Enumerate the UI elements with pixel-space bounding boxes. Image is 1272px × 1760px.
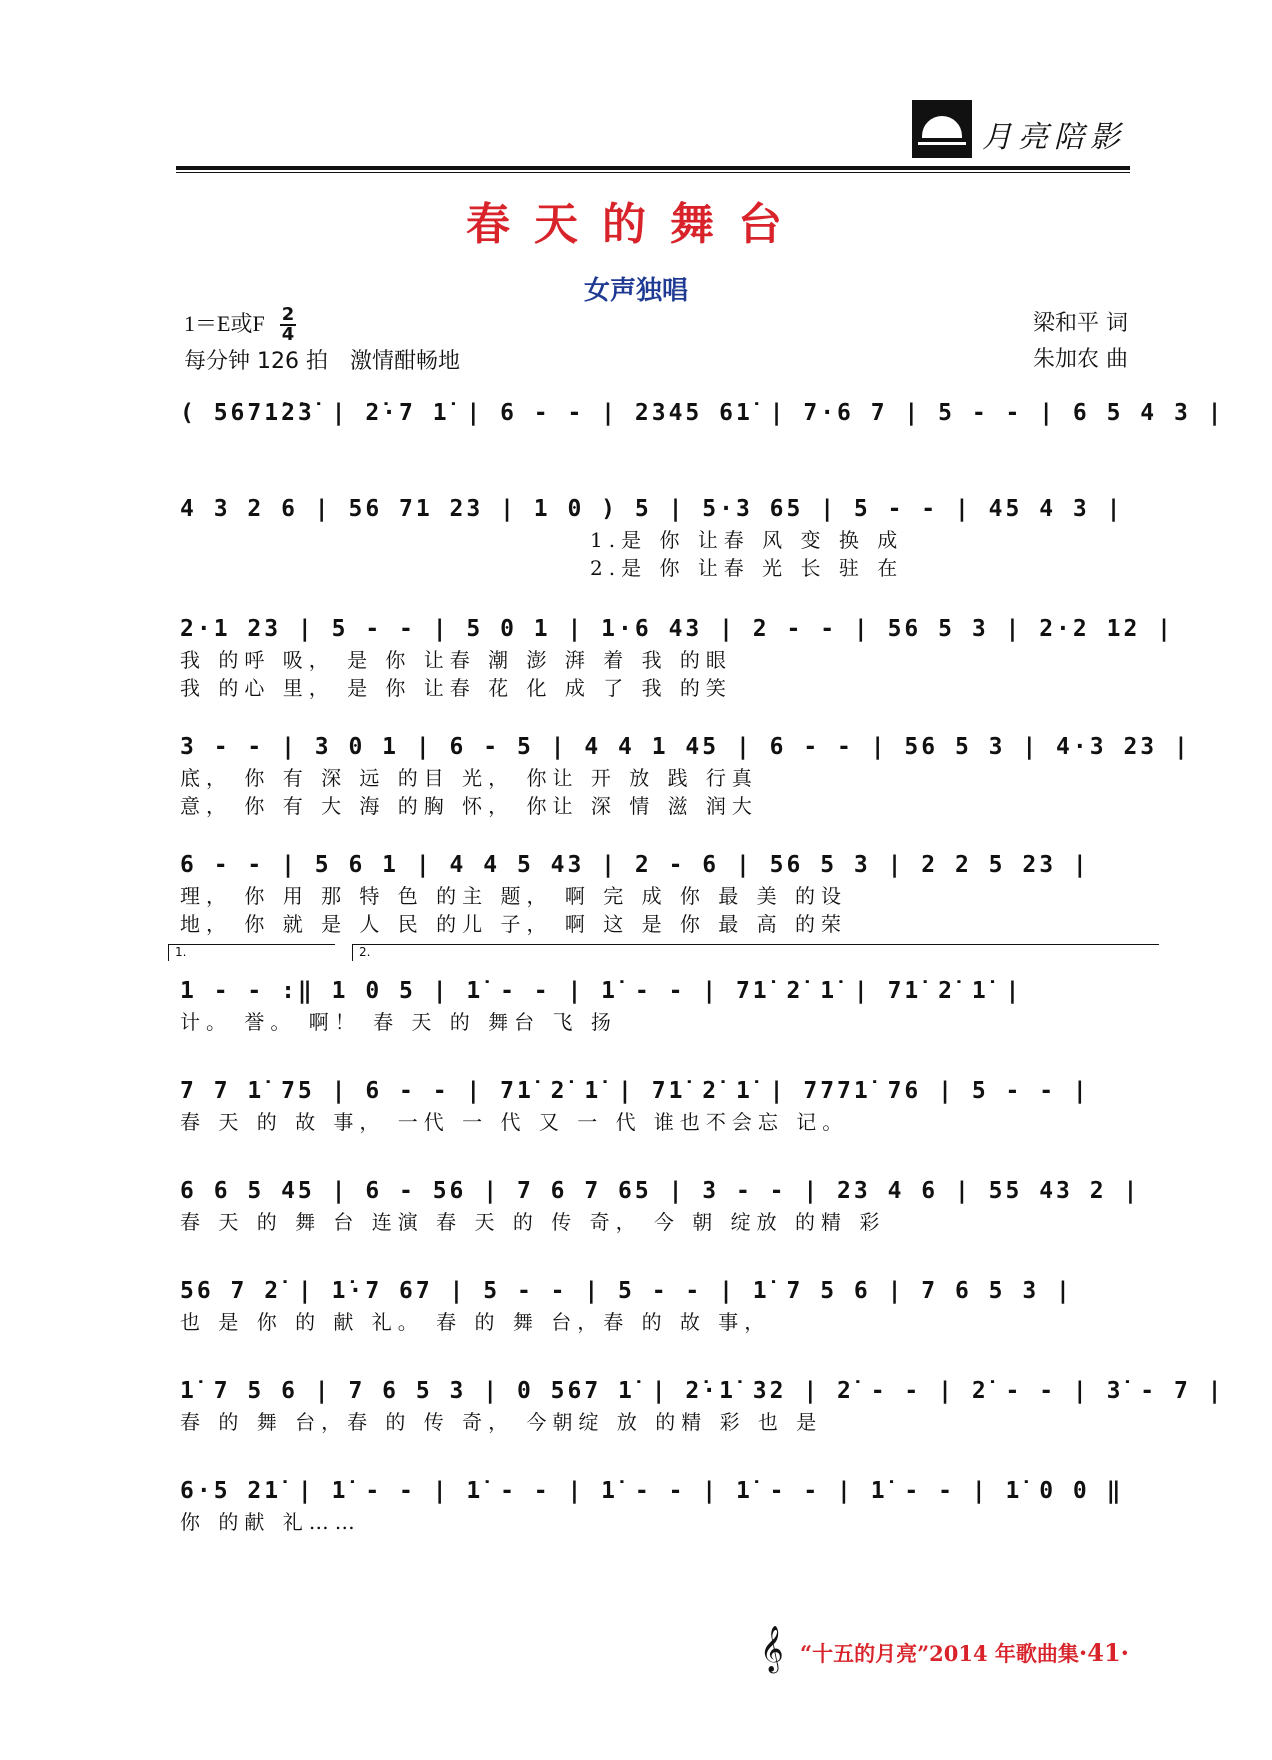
- lyric-line: 你 的献 礼……: [180, 1510, 361, 1534]
- time-denominator: 4: [281, 324, 295, 345]
- score-row: [180, 1074, 1130, 1174]
- notation-line: 56 7 2̇ | 1̇·7 67 | 5 - - | 5 - - | 1̇ 7 5 6 | 7 6 5 3 |: [180, 1278, 1073, 1304]
- notation-line: ( 5671̇2̇3̇ | 2̇·7 1̇ | 6 - - | 2345 61̇ | 7·6 7 | 5 - - | 6 5 4 3 |: [180, 400, 1225, 426]
- logo-text: 月亮陪影: [982, 120, 1126, 155]
- key-signature-line: [184, 306, 460, 344]
- score-row: [180, 1274, 1130, 1374]
- notation-line: 6 6 5 45 | 6 - 56 | 7 6 7 65 | 3 - - | 23 4 6 | 55 43 2 |: [180, 1178, 1141, 1204]
- score-row: [180, 1474, 1130, 1564]
- collection-name: “十五的月亮”2014 年歌曲集: [800, 1641, 1079, 1666]
- header-logo: [912, 100, 1142, 160]
- time-numerator: 2: [281, 304, 295, 325]
- notation-line: 1̇ 7 5 6 | 7 6 5 3 | 0 567 1̇ | 2̇·1̇ 32 | 2̇ - - | 2̇ - - | 3̇ - 7 |: [180, 1378, 1225, 1404]
- notation-line: 1 - - :‖ 1 0 5 | 1̇ - - | 1̇ - - | 71̇ 2̇ 1̇ | 71̇ 2̇ 1̇ |: [180, 978, 1023, 1004]
- notation-line: 4 3 2 6 | 56 71 23 | 1 0 ) 5 | 5·3 65 | 5 - - | 45 4 3 |: [180, 496, 1124, 522]
- notation-line: 2·1 23 | 5 - - | 5 0 1 | 1·6 43 | 2 - - | 56 5 3 | 2·2 12 |: [180, 616, 1174, 642]
- treble-clef-icon: 𝄞: [760, 1626, 784, 1672]
- notation-line: 6 - - | 5 6 1 | 4 4 5 43 | 2 - 6 | 56 5 3 | 2 2 5 23 |: [180, 852, 1090, 878]
- song-credits: [1033, 306, 1128, 378]
- footer-text: [800, 1638, 1129, 1668]
- moon-shape: [922, 116, 962, 138]
- composer: 朱加农 曲: [1033, 347, 1128, 372]
- notation-line: 3 - - | 3 0 1 | 6 - 5 | 4 4 1 45 | 6 - - | 56 5 3 | 4·3 23 |: [180, 734, 1191, 760]
- lyric-verse-1: 1.是 你 让春 风 变 换 成: [590, 528, 904, 552]
- lyric-verse-2: 2.是 你 让春 光 长 驻 在: [590, 556, 904, 580]
- lyric-line: 春 天 的 舞 台 连演 春 天 的 传 奇， 今 朝 绽放 的精 彩: [180, 1210, 886, 1234]
- score-row: [180, 1374, 1225, 1474]
- page-number: ·41·: [1078, 1638, 1130, 1667]
- lyric-verse-1: 理， 你 用 那 特 色 的主 题， 啊 完 成 你 最 美 的设: [180, 884, 848, 908]
- lyric-line: 春 的 舞 台，春 的 传 奇， 今朝绽 放 的精 彩 也 是: [180, 1410, 823, 1434]
- time-signature: [280, 306, 297, 344]
- song-title: 春天的舞台: [466, 199, 806, 250]
- jianpu-score: [175, 396, 1225, 1564]
- tempo-marking: 每分钟 126 拍 激情酣畅地: [184, 349, 460, 374]
- lyric-verse-1: 底， 你 有 深 远 的目 光， 你让 开 放 践 行真: [180, 766, 758, 790]
- header-rule: [176, 166, 1130, 170]
- page-footer: [760, 1626, 1140, 1680]
- header-rule-thin: [176, 172, 1130, 173]
- notation-line: 7 7 1̇ 75 | 6 - - | 71̇ 2̇ 1̇ | 71̇ 2̇ 1̇ | 7771̇ 76 | 5 - - |: [180, 1078, 1090, 1104]
- lyric-verse-1: 我 的呼 吸， 是 你 让春 潮 澎 湃 着 我 的眼: [180, 648, 732, 672]
- score-row: [180, 1174, 1141, 1274]
- lyric-line: 计。 誉。 啊！ 春 天 的 舞台 飞 扬: [180, 1010, 617, 1034]
- volta-first-ending: 1.: [168, 944, 335, 961]
- volta-second-ending: 2.: [352, 944, 1159, 961]
- score-row: [180, 612, 1174, 730]
- notation-line: 6·5 21̇ | 1̇ - - | 1̇ - - | 1̇ - - | 1̇ - - | 1̇ - - | 1̇ 0 0 ‖: [180, 1478, 1124, 1504]
- score-row: [180, 492, 1130, 612]
- lyricist: 梁和平 词: [1033, 311, 1128, 336]
- lyric-verse-2: 意， 你 有 大 海 的胸 怀， 你让 深 情 滋 润大: [180, 794, 758, 818]
- lyric-line: 也 是 你 的 献 礼。 春 的 舞 台，春 的 故 事，: [180, 1310, 771, 1334]
- lyric-line: 春 天 的 故 事， 一代 一 代 又 一 代 谁也不会忘 记。: [180, 1110, 849, 1134]
- song-subtitle: 女声独唱: [583, 276, 688, 306]
- song-meta-left: [184, 306, 460, 380]
- lyric-verse-2: 地， 你 就 是 人 民 的儿 子， 啊 这 是 你 最 高 的荣: [180, 912, 848, 936]
- score-row: [180, 730, 1191, 848]
- lyric-verse-2: 我 的心 里， 是 你 让春 花 化 成 了 我 的笑: [180, 676, 732, 700]
- key-signature: 1＝E或F: [184, 311, 265, 336]
- score-row: [180, 396, 1225, 492]
- moon-logo-icon: [912, 100, 972, 158]
- score-row: [175, 945, 1130, 1074]
- wave-shape: [918, 142, 966, 145]
